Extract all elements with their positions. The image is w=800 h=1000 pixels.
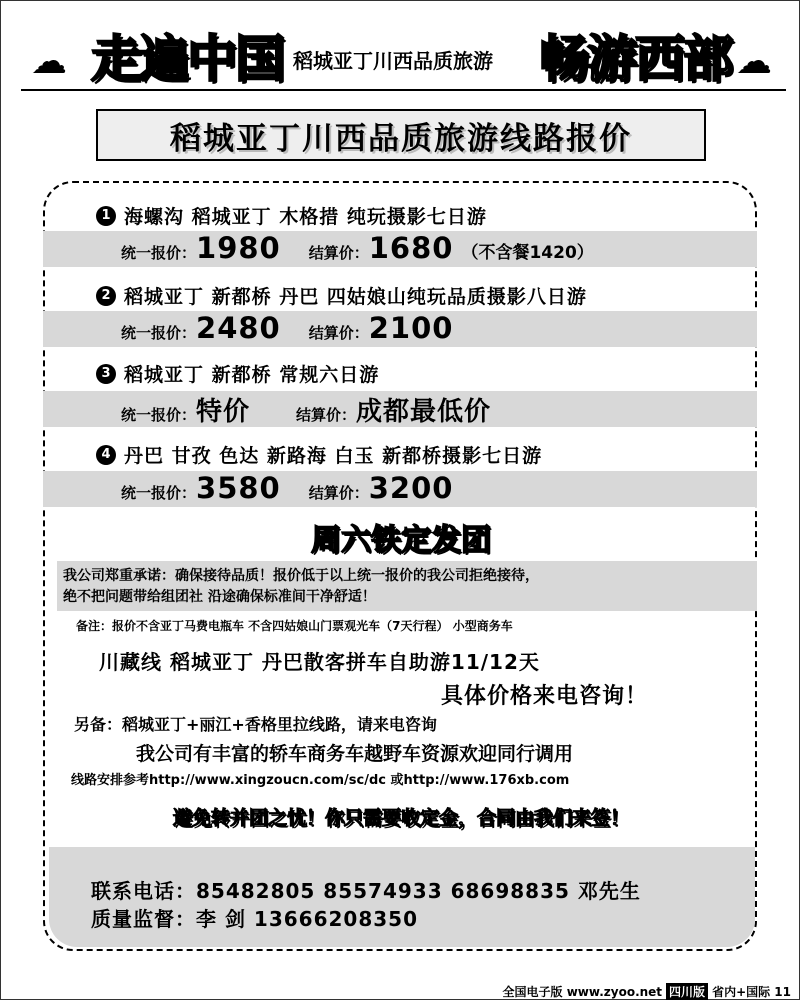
quality-supervision: 质量监督：李 剑 13666208350 xyxy=(91,907,419,931)
footer-edition: 四川版 xyxy=(666,983,708,1000)
slogan: 避免转并团之忧！你只需要收定金，合同由我们来签！ xyxy=(172,807,629,829)
header-title-left: 走遍中国 xyxy=(91,29,283,88)
settle-price-label: 结算价： xyxy=(296,406,357,424)
contact-phone: 联系电话：85482805 85574933 68698835 邓先生 xyxy=(91,879,641,903)
reference-links: 线路安排参考http://www.xingzoucn.com/sc/dc 或http://www.176xb.com xyxy=(71,773,570,788)
route-2-prices xyxy=(121,311,453,345)
settle-price-value: 3200 xyxy=(368,471,454,505)
unified-price-value: 3580 xyxy=(196,471,281,505)
route-1-prices xyxy=(121,231,594,265)
header-subtitle: 稻城亚丁川西品质旅游 xyxy=(293,49,493,73)
header-divider xyxy=(21,89,786,91)
settle-price-label: 结算价： xyxy=(308,484,369,502)
footer-section: 省内+国际 11 xyxy=(712,985,791,999)
unified-price-label: 统一报价： xyxy=(121,406,197,424)
price-banner xyxy=(96,109,706,161)
self-drive-line-2: 具体价格来电咨询！ xyxy=(441,684,649,709)
unified-price-label: 统一报价： xyxy=(121,244,197,262)
unified-price-value: 2480 xyxy=(196,311,281,345)
promise-text xyxy=(63,566,753,608)
route-title: 稻城亚丁 新都桥 丹巴 四姑娘山纯玩品质摄影八日游 xyxy=(124,286,587,308)
vehicle-resources: 我公司有丰富的轿车商务车越野车资源欢迎同行调用 xyxy=(136,743,574,765)
settle-price-label: 结算价： xyxy=(308,324,369,342)
unified-price-value: 特价 xyxy=(196,397,251,427)
route-title: 海螺沟 稻城亚丁 木格措 纯玩摄影七日游 xyxy=(124,206,487,228)
route-3-prices xyxy=(121,391,491,428)
unified-price-label: 统一报价： xyxy=(121,484,197,502)
cloud-ornament-icon: ☁ xyxy=(736,41,772,82)
cloud-ornament-icon: ☁ xyxy=(31,41,67,82)
settle-price-value: 2100 xyxy=(368,311,454,345)
route-title: 丹巴 甘孜 色达 新路海 白玉 新都桥摄影七日游 xyxy=(124,445,543,467)
settle-price-label: 结算价： xyxy=(308,244,369,262)
page-header xyxy=(1,11,800,91)
footer-site: 全国电子版 www.zyoo.net xyxy=(502,985,663,999)
unified-price-value: 1980 xyxy=(196,231,281,265)
route-4 xyxy=(96,441,542,468)
route-4-prices xyxy=(121,471,453,505)
page-footer xyxy=(503,983,791,1000)
header-title-right: 畅游西部 xyxy=(539,29,731,88)
route-3 xyxy=(96,360,379,387)
route-title: 稻城亚丁 新都桥 常规六日游 xyxy=(124,364,380,386)
route-number-icon: 2 xyxy=(96,286,116,306)
promise-line-1: 我公司郑重承诺：确保接待品质！报价低于以上统一报价的我公司拒绝接待， xyxy=(63,568,539,584)
self-drive-line-1: 川藏线 稻城亚丁 丹巴散客拼车自助游11/12天 xyxy=(99,650,540,674)
route-2 xyxy=(96,282,587,309)
fixed-departure-title: 周六铁定发团 xyxy=(311,523,491,558)
route-number-icon: 1 xyxy=(96,206,116,226)
route-1 xyxy=(96,202,487,229)
unified-price-label: 统一报价： xyxy=(121,324,197,342)
route-number-icon: 3 xyxy=(96,364,116,384)
route-number-icon: 4 xyxy=(96,445,116,465)
price-note: （不含餐1420） xyxy=(461,243,594,263)
banner-title: 稻城亚丁川西品质旅游线路报价 xyxy=(170,120,632,157)
remark-note: 备注：报价不含亚丁马费电瓶车 不含四姑娘山门票观光车（7天行程） 小型商务车 xyxy=(76,619,513,633)
settle-price-value: 成都最低价 xyxy=(356,397,492,427)
settle-price-value: 1680 xyxy=(368,231,454,265)
promise-line-2: 绝不把问题带给组团社 沿途确保标准间干净舒适！ xyxy=(63,589,376,605)
also-available: 另备：稻城亚丁+丽江+香格里拉线路，请来电咨询 xyxy=(74,715,437,734)
